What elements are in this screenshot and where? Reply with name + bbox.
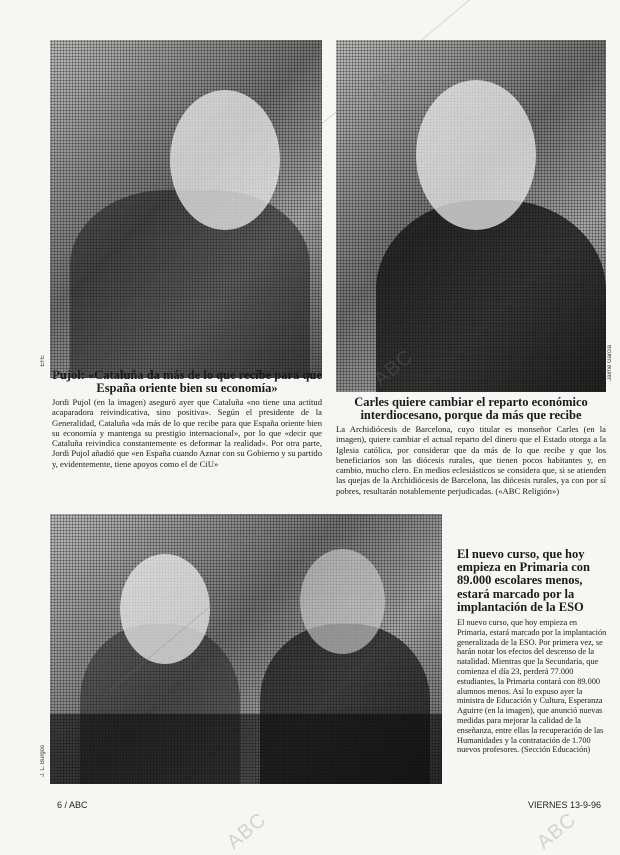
photo-credit-aguirre: J. L. Burgos (40, 745, 46, 778)
watermark-abc: ABC (364, 58, 413, 104)
watermark-abc: ABC (217, 518, 266, 564)
photo-credit-carles: Jaime García (607, 345, 613, 381)
article-body-curso: El nuevo curso, que hoy empieza en Primaria, estará marcado por la implantación generalizada de la ESO. Por primera vez, se harán notar los efectos del descenso de la natalidad. Mientras que la Secundaria, que comienza el día 23, perderá 77.000 estudiantes, la Primaria contará con 89.000 alumnos menos. Así lo expuso ayer la ministra de Educación y Cultura, Esperanza Aguirre (en la imagen), que anunció nuevas medidas para mejorar la calidad de la enseñanza, entre ellas la recuperación de las Humanidades y la contratación de 1.700 nuevos profesores. (Sección Educación) (457, 618, 607, 755)
watermark-abc: ABC (369, 345, 418, 391)
watermark-abc: ABC (532, 808, 581, 854)
article-body-pujol: Jordi Pujol (en la imagen) aseguró ayer que Cataluña «no tiene una actitud acaparadora reivindicativa, sino positiva». Según el presidente de la Generalidad, Cataluña «da más de lo que recibe para que España oriente bien su economía y mantenga su prestigio internacional», por lo que «decir que Cataluña reivindica constantemente es deformar la realidad». Por otra parte, Jordi Pujol añadió que «en España cuando Aznar con su Gobierno y su partido y, evidentemente, tiene apoyos como el de CiU» (52, 397, 322, 469)
headline-carles: Carles quiere cambiar el reparto económico interdiocesano, porque da más que recibe (354, 395, 588, 422)
headline-curso: El nuevo curso, que hoy empieza en Primaria con 89.000 escolares menos, estará marcado por la implantación de la ESO (457, 547, 590, 614)
headline-pujol: Pujol: «Cataluña da más de lo que recibe para que España oriente bien su economía» (52, 368, 322, 395)
watermark-abc: ABC (222, 808, 271, 854)
photo-pujol (50, 40, 322, 378)
page-number: 6 / ABC (57, 800, 88, 810)
photo-aguirre (50, 514, 442, 784)
photo-credit-pujol: EFE (40, 355, 46, 367)
issue-date: VIERNES 13-9-96 (528, 800, 602, 810)
article-body-carles: La Archidiócesis de Barcelona, cuyo titular es monseñor Carles (en la imagen), quiere cambiar el actual reparto del dinero que el Estado otorga a la Iglesia católica, por considerar que da más de lo que recibe y que los beneficiarios son las diócesis rurales, que tienen pocos habitantes y, en cambio, mucho clero. En medios eclesiásticos se considera que, si se atienden las quejas de la Archidiócesis de Barcelona, las diócesis rurales, ya con por sí pobres, resultarán notablemente perjudicadas. («ABC Religión») (336, 424, 606, 496)
